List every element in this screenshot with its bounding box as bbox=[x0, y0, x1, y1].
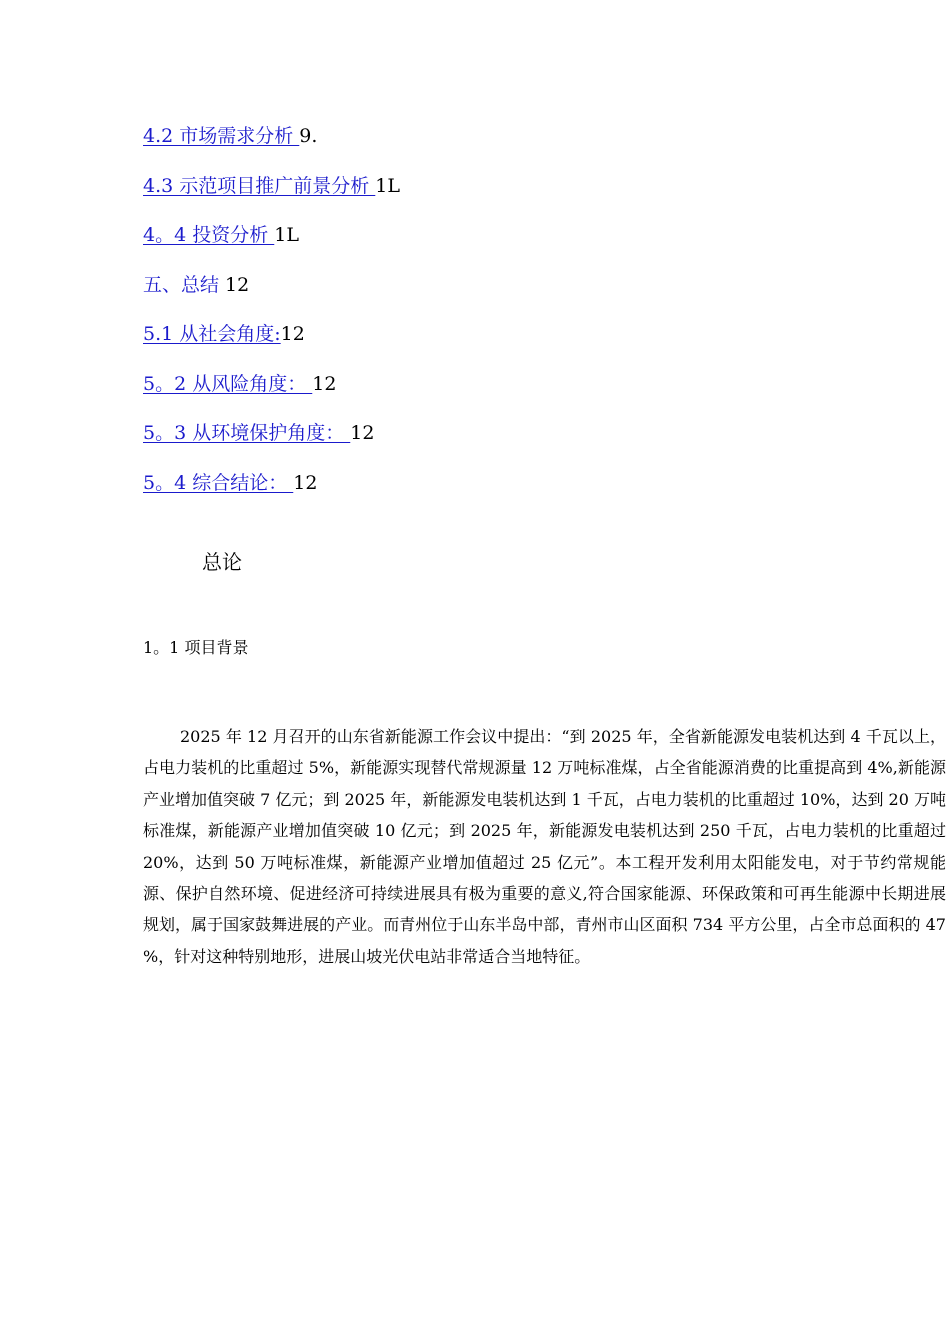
subsection-title: 1。1 项目背景 bbox=[143, 638, 249, 657]
toc-link[interactable]: 4.2 市场需求分析 bbox=[143, 125, 300, 147]
toc-entry bbox=[143, 366, 923, 416]
toc-page-number: 1L bbox=[274, 224, 299, 246]
toc-link[interactable]: 4。4 投资分析 bbox=[143, 224, 275, 246]
toc-link[interactable]: 5。2 从风险角度： bbox=[143, 372, 313, 395]
toc-link[interactable]: 4.3 示范项目推广前景分析 bbox=[143, 174, 376, 197]
toc-link[interactable]: 5。3 从环境保护角度： bbox=[143, 422, 351, 444]
toc-page-number: 12 bbox=[280, 323, 305, 345]
toc-page-number: 12 bbox=[225, 273, 250, 296]
toc-page-number: 12 bbox=[350, 422, 375, 444]
toc-page-number: 12 bbox=[312, 372, 337, 395]
body-paragraph: 2025 年 12 月召开的山东省新能源工作会议中提出：“到 2025 年，全省新能源发电装机达到 4 千瓦以上，占电力装机的比重超过 5%，新能源实现替代常规源量 12 万吨标准煤，占全省能源消费的比重提高到 4%,新能源产业增加值突破 7 亿元；到 2025 年，新能源发电装机达到 1 千瓦，占电力装机的比重超过 10%，达到 20 万吨标准煤，新能源产业增加值突破 10 亿元；到 2025 年，新能源发电装机达到 250 千瓦，占电力装机的比重超过 20%，达到 50 万吨标准煤，新能源产业增加值超过 25 亿元”。本工程开发利用太阳能发电，对于节约常规能源、保护自然环境、促进经济可持续进展具有极为重要的意义,符合国家能源、环保政策和可再生能源中长期进展规划，属于国家鼓舞进展的产业。而青州位于山东半岛中部，青州市山区面积 734 平方公里，占全市总面积的 47 %，针对这种特别地形，进展山坡光伏电站非常适合当地特征。 bbox=[143, 727, 946, 966]
toc-page-number: 1L bbox=[375, 174, 401, 197]
toc-page-number: 12 bbox=[293, 471, 318, 494]
toc-entry bbox=[143, 267, 923, 317]
toc-link[interactable]: 五、总结 bbox=[143, 273, 226, 296]
table-of-contents bbox=[143, 118, 923, 514]
toc-link[interactable]: 5.1 从社会角度: bbox=[143, 323, 281, 345]
toc-entry bbox=[143, 168, 923, 218]
toc-entry bbox=[143, 217, 923, 267]
toc-page-number: 9. bbox=[299, 125, 318, 147]
toc-entry bbox=[143, 118, 923, 168]
toc-link[interactable]: 5。4 综合结论： bbox=[143, 471, 294, 494]
toc-entry bbox=[143, 415, 923, 465]
toc-entry bbox=[143, 316, 923, 366]
toc-entry bbox=[143, 465, 923, 515]
section-title: 总论 bbox=[202, 550, 242, 574]
